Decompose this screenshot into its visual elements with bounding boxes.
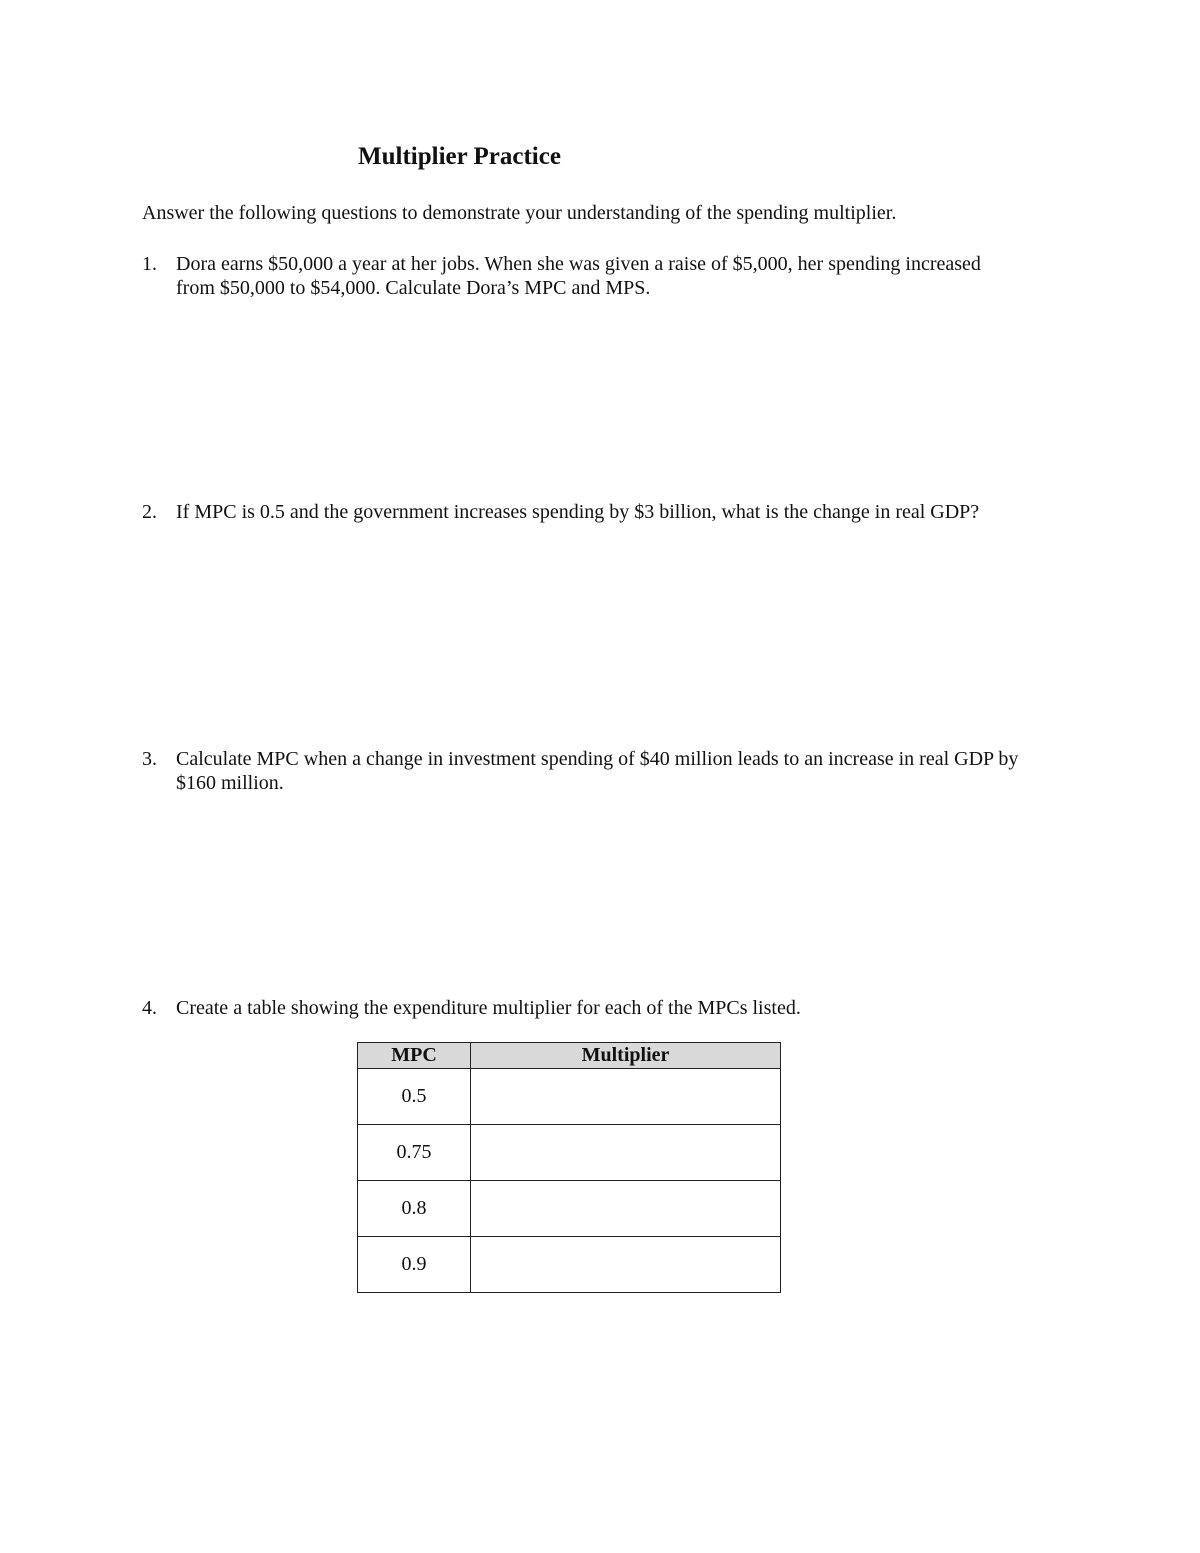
multiplier-cell xyxy=(471,1181,781,1237)
question-number: 3. xyxy=(142,748,157,770)
page-title: Multiplier Practice xyxy=(358,143,561,170)
question-text: Calculate MPC when a change in investment spending of $40 million leads to an increase in real GDP by $160 million. xyxy=(176,748,1019,794)
header-mpc: MPC xyxy=(358,1043,471,1069)
question-4 xyxy=(142,996,1022,1020)
question-3 xyxy=(142,747,1022,795)
multiplier-cell xyxy=(471,1237,781,1293)
instructions: Answer the following questions to demonstrate your understanding of the spending multiplier. xyxy=(142,202,897,224)
multiplier-cell xyxy=(471,1069,781,1125)
question-2 xyxy=(142,500,1022,524)
question-number: 1. xyxy=(142,253,157,275)
question-number: 4. xyxy=(142,997,157,1019)
mpc-cell: 0.75 xyxy=(358,1125,471,1181)
mpc-cell: 0.5 xyxy=(358,1069,471,1125)
header-multiplier: Multiplier xyxy=(471,1043,781,1069)
mpc-cell: 0.8 xyxy=(358,1181,471,1237)
question-text: If MPC is 0.5 and the government increases spending by $3 billion, what is the change in real GDP? xyxy=(176,501,980,523)
table-row xyxy=(358,1125,781,1181)
mpc-cell: 0.9 xyxy=(358,1237,471,1293)
table-row xyxy=(358,1237,781,1293)
table-header-row xyxy=(358,1043,781,1069)
multiplier-table xyxy=(357,1042,781,1293)
question-number: 2. xyxy=(142,501,157,523)
multiplier-cell xyxy=(471,1125,781,1181)
table-row xyxy=(358,1181,781,1237)
question-text: Dora earns $50,000 a year at her jobs. When she was given a raise of $5,000, her spending increased from $50,000 to $54,000. Calculate Dora’s MPC and MPS. xyxy=(176,253,981,299)
question-text: Create a table showing the expenditure multiplier for each of the MPCs listed. xyxy=(176,997,801,1019)
table-row xyxy=(358,1069,781,1125)
question-1 xyxy=(142,252,1022,300)
